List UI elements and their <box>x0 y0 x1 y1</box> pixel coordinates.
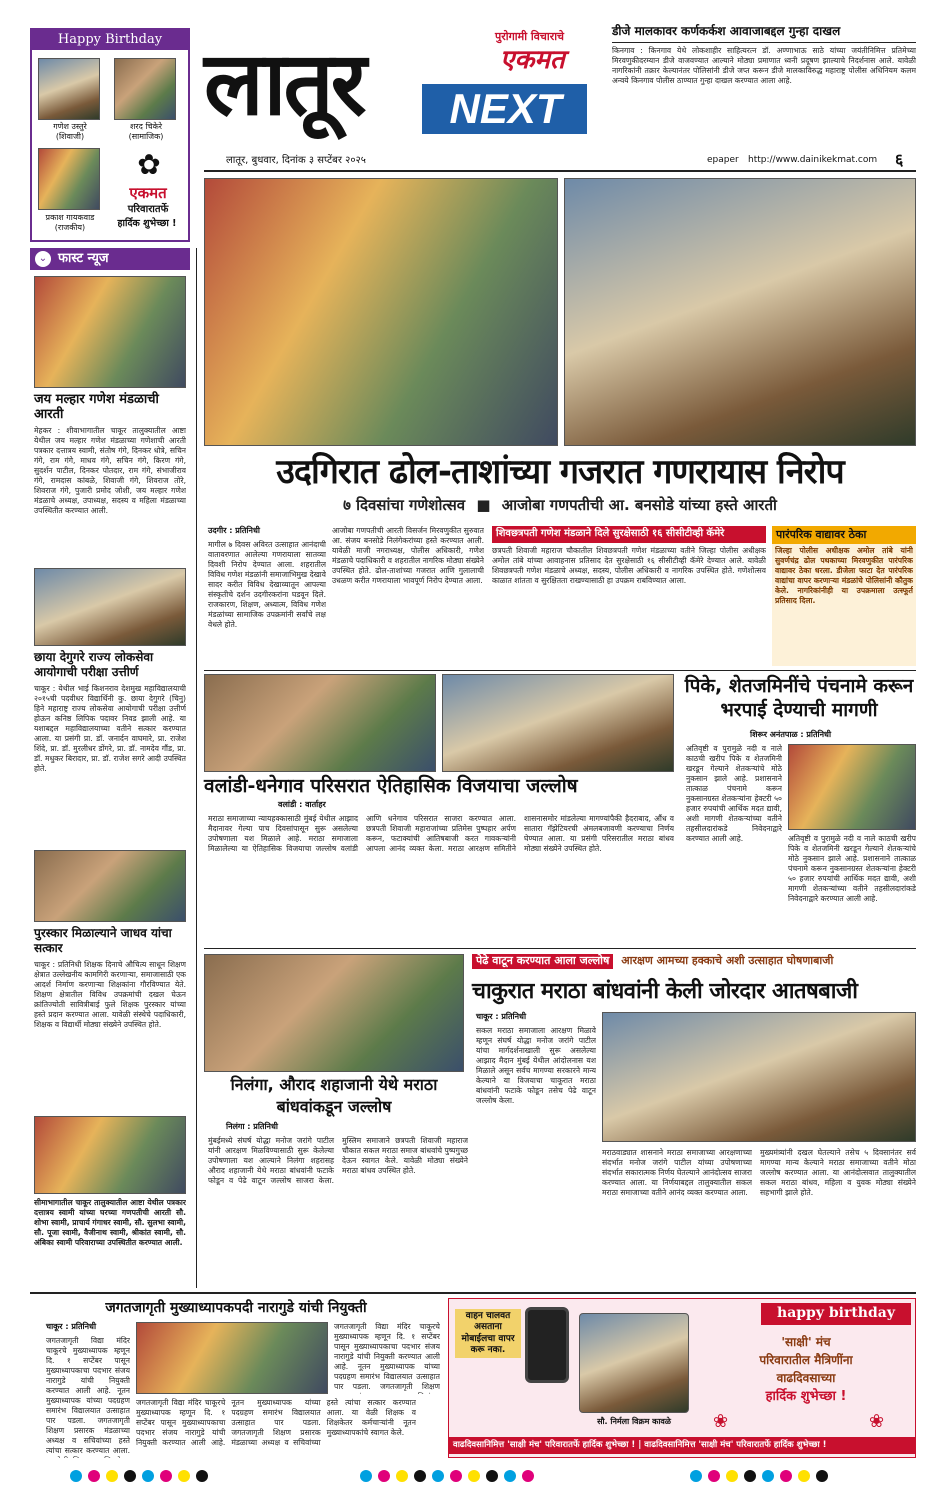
birthday-name-1: गणेश उस्तुरे <box>53 122 87 131</box>
flower-bouquet-icon: ✿ <box>137 148 161 181</box>
lead-col-2: आजोबा गणपतीची आरती विसर्जन मिरवणुकीत सुरुवात आ. संजय बनसोडे निलंगेकरांच्या हस्ते करण्यात आली. यावेळी माजी नगराध्यक्ष, पोलीस अधिकारी, गणेश मंडळाचे पदाधिकारी व शहरातील नागरिक मोठ्या संख्येने उपस्थित होते. ढोल-ताशांच्या गजरात आणि गुलालाची उधळण करीत गणरायाला भावपूर्ण निरोप देण्यात आला. <box>332 526 484 586</box>
masthead-dateline: लातूर, बुधवार, दिनांक ३ सप्टेंबर २०२५ <box>226 155 366 166</box>
nilanga-byline: निलंगा : प्रतिनिधी <box>226 1122 278 1131</box>
bottom-byline: चाकूर : प्रतिनिधी <box>46 1322 97 1331</box>
fast-news-body-1: मेहकर : शीवाभागातील चाकूर तालुक्यातील आष्टा येथील जय मल्हार गणेश मंडळाच्या गणेशाची आरती पत्रकार दत्तात्रय स्वामी, संतोष गंगे, दिनकर धोत्रे, सचिन गंगे, राम गंगे, माधव गंगे, सचिन गंगे, किरण गंगे, सुदर्शन पाटील, दिनकर पोतदार, राम गंगे, संभाजीराव गंगे, रामदास कांबळे, शिवाजी गंगे, शिवराज तोरे, शिवराज गंगे, पुजारी प्रमोद जोशी, जय मल्हार गणेश मंडळाचे अध्यक्ष, उपाध्यक्ष, सदस्य व महिला मंडळाच्या उपस्थितीत करण्यात आली. <box>34 426 186 516</box>
lead-headline: उदगिरात ढोल-ताशांच्या गजरात गणरायास निरोप <box>276 452 844 492</box>
lead-bottom-rule <box>204 670 916 671</box>
chakur-col-1: सकल मराठा समाजाला आरक्षण मिळावे म्हणून संघर्ष योद्धा मनोज जरांगे पाटील यांचा मार्गदर्शनाखाली सुरू असलेल्या आझाद मैदान मुंबई येथील आंदोलनास यश मिळाले असून सर्वच मागण्या सरकारने मान्य केल्याने या विजयाचा चाकूरात मराठा बांधवांनी फटाके फोडून तसेच पेढे वाटून जल्लोष केला. <box>476 1026 596 1106</box>
mid-rule <box>204 948 916 949</box>
chakur-kicker-b: आरक्षण आमच्या हक्काचे अशी उत्साहात घोषणाबाजी <box>621 954 834 967</box>
lead-subhead-b: आजोबा गणपतीची आ. बनसोडे यांच्या हस्ते आरती <box>501 496 777 514</box>
masthead-tagline: पुरोगामी विचाराचे <box>495 30 565 43</box>
birthday-role-2: (सामाजिक) <box>128 132 164 141</box>
cctv-story <box>492 526 766 666</box>
birthday-role-3: (राजकीय) <box>54 223 86 232</box>
bottom-body-1: जगतजागृती विद्या मंदिर चाकूरचे मुख्याध्यापक म्हणून दि. १ सप्टेंबर पासून मुख्याध्यापकाचा पदभार संजय नारागुडे यांची नियुक्ती करण्यात आली आहे. नूतन मुख्याध्यापक यांच्या पदग्रहण समारंभ विद्यालयात उत्साहात पार पडला. जगतजागृती शिक्षण प्रसारक मंडळाच्या अध्यक्ष व सचिवांच्या हस्ते त्यांचा सत्कार करण्यात आला. <box>46 1336 130 1456</box>
bottom-headline: जगतजागृती मुख्याध्यापकपदी नारागुडे यांची नियुक्ती <box>105 1300 367 1316</box>
valandi-byline: वलांडी : वार्ताहर <box>278 800 326 809</box>
chevron-down-icon: ⌄ <box>35 251 51 267</box>
lead-photo-left <box>204 178 558 446</box>
police-body: जिल्हा पोलीस अधीक्षक अमोल तांबे यांनी सुवर्णचंद्र ढोल पथकाच्या मिरवणुकीत पारंपरिक वाद्यावर ठेका धरला. डीजेला फाटा देत पारंपरिक वाद्यांचा वापर करणाऱ्या मंडळांचे पोलिसांनी कौतुक केले. नागरिकांनीही या उपक्रमाला उत्स्फूर्त प्रतिसाद दिला. <box>775 546 913 606</box>
masthead-rule <box>204 170 916 172</box>
chakur-col-3: मुख्यमंत्र्यांनी दखल घेतल्याने तसेच ५ दिवसानंतर सर्व मागण्या मान्य केल्याने मराठा समाजाच्या वतीने मोठा जल्लोष करण्यात आला. या आनंदोत्सवात तालुक्यातील सकल मराठा बांधव, महिला व युवक मोठ्या संख्येने सहभागी झाले होते. <box>760 1148 916 1198</box>
birthday-box <box>30 28 190 242</box>
fast-news-header <box>30 248 190 270</box>
valandi-photo-2 <box>442 674 674 772</box>
birthday-name-3: प्रकाश गायकवाड <box>45 213 95 222</box>
masthead-epaper: epaper <box>707 155 739 165</box>
fast-news-title: फास्ट न्यूज <box>58 251 109 266</box>
lead-subhead-a: ७ दिवसांचा गणेशोत्सव <box>343 496 466 514</box>
bottom-body-3: जगतजागृती विद्या मंदिर चाकूरचे मुख्याध्यापक म्हणून दि. १ सप्टेंबर पासून मुख्याध्यापकाचा पदभार संजय नारागुडे यांची नियुक्ती करण्यात आली आहे. नूतन मुख्याध्यापक यांच्या पदग्रहण समारंभ विद्यालयात उत्साहात पार पडला. जगतजागृती शिक्षण <box>334 1322 440 1392</box>
lead-col-1: मागील ७ दिवस अविरत उत्साहात आनंदाची वातावरणात आलेल्या गणरायाला सातव्या दिवशी निरोप देण्यात आला. शहरातील विविध गणेश मंडळांनी समाजाभिमुख देखावे सादर करीत विविध देखाव्यातून आपल्या संस्कृतीचे दर्शन उदगीरकरांना घडवून दिले. राजकारण, शिक्षण, अध्यात्म, विविध गणेश मंडळांच्या सामाजिक उपक्रमांनी सर्वांचे लक्ष वेधले होते. <box>208 540 326 630</box>
ad-person-name: सौ. निर्मला विक्रम कावळे <box>597 1417 671 1426</box>
phone-icon <box>525 1307 569 1383</box>
police-headline: पारंपरिक वाद्यावर ठेका <box>772 526 916 544</box>
fast-news-body-3: चाकूर : प्रतिनिधी शिक्षक दिनाचे औचित्य साधून शिक्षण क्षेत्रात उल्लेखनीय कामगिरी करणाऱ्या, समाजासाठी एक आदर्श निर्माण करणाऱ्या शिक्षकांना गौरविण्यात येते. शिक्षण क्षेत्रातील विविध उपक्रमांची दखल घेऊन क्रांतिज्योती सावित्रीबाई फुले शिक्षक पुरस्कार यांच्या हस्ते प्रदान करण्यात आला. यावेळी संस्थेचे पदाधिकारी, शिक्षक व विद्यार्थी मोठ्या संख्येने उपस्थित होते. <box>34 960 186 1030</box>
ad-warning: वाहन चालवत असताना मोबाईलचा वापर करू नका. <box>455 1309 521 1358</box>
crop-photo <box>788 744 916 830</box>
page-number: ६ <box>895 150 904 169</box>
chakur-kicker <box>472 954 916 974</box>
crop-body: अतिवृष्टी व पुरामुळे नदी व नाले काठची खरीप पिके व शेतजमिनी खरडून गेल्याने शेतकऱ्यांचे मोठे नुकसान झाले आहे. प्रशासनाने तात्काळ पंचनामे करून नुकसानग्रस्त शेतकऱ्यांना हेक्टरी ५० हजार रुपयांची आर्थिक मदत द्यावी, अशी मागणी शेतकऱ्यांच्या वतीने तहसीलदारांकडे निवेदनाद्वारे करण्यात आली आहे. <box>686 744 782 844</box>
cmyk-strip-center <box>360 1470 540 1486</box>
ad-box <box>448 1298 916 1458</box>
lead-photo-right <box>564 178 916 446</box>
cmyk-strip-left <box>70 1470 214 1486</box>
chakur-kicker-a: पेढे वाटून करण्यात आला जल्लोष <box>472 954 613 969</box>
birthday-greeting-line2: हार्दिक शुभेच्छा ! <box>117 218 177 229</box>
fast-news-photo-2 <box>34 568 186 646</box>
valandi-body: मराठा समाजाच्या न्यायहक्कासाठी मुंबई येथील आझाद मैदानावर गेल्या पाच दिवसांपासून सुरू असलेल्या उपोषणाला यश मिळाले आहे. मराठा समाजाला मिळालेल्या या ऐतिहासिक विजयाचा जल्लोष वलांडी आणि धनेगाव परिसरात साजरा करण्यात आला. छत्रपती शिवाजी महाराजांच्या प्रतिमेस पुष्पहार अर्पण करून, फटाक्यांची आतिषबाजी करत गावकऱ्यांनी आपला आनंद व्यक्त केला. मराठा आरक्षण समितीने शासनासमोर मांडलेल्या मागण्यांपैकी हैदराबाद, औंध व सातारा गॅझेटियरची अंमलबजावणी करण्याचा निर्णय घेण्यात आला. या प्रसंगी परिसरातील मराठा बांधव मोठ्या संख्येने उपस्थित होते. <box>208 814 674 854</box>
birthday-greeting-brand: एकमत <box>129 184 167 202</box>
masthead-next: NEXT <box>449 85 562 132</box>
nilanga-headline: निलंगा, औराद शहाजानी येथे मराठा बांधवांकडून जल्लोष <box>230 1075 438 1116</box>
ad-happy-birthday: happy birthday <box>761 1303 911 1325</box>
bottom-photo <box>136 1322 328 1394</box>
ad-person-photo <box>579 1313 689 1413</box>
cctv-body: छत्रपती शिवाजी महाराज चौकातील शिवछत्रपती गणेश मंडळाच्या वतीने जिल्हा पोलीस अधीक्षक अमोल तांबे यांच्या आवाहनास प्रतिसाद देत सुरक्षेसाठी १६ सीसीटीव्ही कॅमेरे देण्यात आले. यावेळी शिवछत्रपती गणेश मंडळाचे अध्यक्ष, सदस्य, पोलीस अधिकारी व नागरिक उपस्थित होते. गणेशोत्सव काळात शांतता व सुरक्षितता राखण्यासाठी हा उपक्रम राबविण्यात आला. <box>492 546 766 586</box>
fast-news-headline-2: छाया देगुगरे राज्य लोकसेवा आयोगाची परीक्षा उत्तीर्ण <box>34 650 154 679</box>
lead-byline: उदगीर : प्रतिनिधी <box>208 526 260 535</box>
fast-news-photo-1 <box>34 276 186 388</box>
bottom-body-2: जगतजागृती विद्या मंदिर चाकूरचे मुख्याध्यापक म्हणून दि. १ सप्टेंबर पासून मुख्याध्यापकाचा पदभार संजय नारागुडे यांची नियुक्ती करण्यात आली आहे. नूतन मुख्याध्यापक यांच्या पदग्रहण समारंभ विद्यालयात उत्साहात पार पडला. जगतजागृती शिक्षण प्रसारक मंडळाच्या अध्यक्ष व सचिवांच्या हस्ते त्यांचा सत्कार करण्यात आला. या वेळी शिक्षक व शिक्षकेतर कर्मचाऱ्यांनी नूतन मुख्याध्यापकांचे स्वागत केले. <box>136 1398 416 1448</box>
tulip-icon-2: ❀ <box>713 1411 729 1432</box>
birthday-greeting-line1: परिवारातर्फे <box>127 204 169 215</box>
crop-headline: पिके, शेतजमिनींचे पंचनामे करून भरपाई देण्याची मागणी <box>684 675 914 721</box>
ad-greeting-1: 'साक्षी' मंच <box>781 1335 831 1349</box>
top-right-body: किनगाव : किनगाव येथे लोकशाहीर साहित्यरत्न डॉ. अण्णाभाऊ साठे यांच्या जयंतीनिमित्त प्रतिमेच्या मिरवणुकीदरम्यान डीजे वाजवण्यात आल्याने मोठ्या प्रमाणात ध्वनी प्रदूषण झाल्याचे निदर्शनास आले. यावेळी नागरिकांनी तक्रार केल्यानंतर पोलिसांनी डीजे जप्त करून डीजे मालकाविरुद्ध महाराष्ट्र पोलीस अधिनियम कलम अन्वये किनगाव पोलीस ठाण्यात गुन्हा दाखल करण्यात आला आहे. <box>612 46 916 86</box>
cmyk-strip-right <box>690 1470 834 1486</box>
valandi-photo-1 <box>204 674 436 772</box>
birthday-photo-3 <box>38 148 100 210</box>
birthday-photo-2 <box>114 58 176 120</box>
fast-news-headline-3: पुरस्कार मिळाल्याने जाधव यांचा सत्कार <box>34 926 172 955</box>
birthday-photo-1 <box>38 58 100 120</box>
chakur-byline: चाकूर : प्रतिनिधी <box>476 1012 527 1021</box>
nilanga-body: मुंबईमध्ये संघर्ष योद्धा मनोज जरांगे पाटील यांनी आरक्षण मिळविण्यासाठी सुरू केलेल्या उपोषणाला यश आल्याने निलंगा शहरासह औराद शहाजानी येथे मराठा बांधवांनी फटाके फोडून व पेढे वाटून जल्लोष साजरा केला. मुस्लिम समाजाने छत्रपती शिवाजी महाराज चौकात सकल मराठा समाज बांधवांचे पुष्पगुच्छ देऊन स्वागत केले. यावेळी मोठ्या संख्येने मराठा बांधव उपस्थित होते. <box>208 1136 468 1186</box>
square-bullet-icon: ■ <box>476 496 491 514</box>
crop-byline: शिरूर अनंतपाळ : प्रतिनिधी <box>750 730 832 739</box>
top-right-headline: डीजे मालकावर कर्णकर्कश आवाजाबद्दल गुन्हा दाखल <box>612 24 841 38</box>
ad-greeting-2: परिवारातील मैत्रिणींना <box>759 1353 853 1367</box>
fast-news-headline-1: जय मल्हार गणेश मंडळाची आरती <box>34 392 159 422</box>
chakur-headline: चाकुरात मराठा बांधवांनी केली जोरदार आतषबाजी <box>472 979 858 1004</box>
birthday-name-2: शरद चिकेरे <box>129 122 163 131</box>
bottom-rule <box>30 1292 916 1294</box>
top-right-story <box>612 24 916 152</box>
ad-greeting-4: हार्दिक शुभेच्छा ! <box>765 1389 847 1404</box>
top-right-rule <box>612 42 916 43</box>
masthead-url[interactable]: http://www.dainikekmat.com <box>748 155 878 165</box>
nilanga-photo <box>204 954 464 1072</box>
chakur-col-2: मराठवाड्यात शासनाने मराठा समाजाच्या आरक्षणाच्या संदर्भात मनोज जरांगे पाटील यांच्या उपोषणाच्या संदर्भात सकारात्मक निर्णय घेतल्याने आनंदोत्सव साजरा करण्यात आला. या निर्णयाबद्दल तालुक्यातील सकल मराठा समाजाच्या वतीने आनंद व्यक्त करण्यात आला. <box>602 1148 752 1198</box>
police-story <box>772 526 916 666</box>
fast-news-body-4: सीमाभागातील चाकूर तालुक्यातील आष्टा येथील पत्रकार दत्तात्रय स्वामी यांच्या घरच्या गणपतीची आरती सौ. शोभा स्वामी, प्राचार्य गंगाधर स्वामी, सौ. सुलभा स्वामी, सौ. पूजा स्वामी, वैजीनाथ स्वामी, श्रीकांत स्वामी, सौ. अंबिका स्वामी परिवाराच्या उपस्थितीत करण्यात आली. <box>34 1198 186 1248</box>
fast-news-photo-4 <box>34 1116 186 1194</box>
left-column-rule <box>196 248 197 1288</box>
birthday-box-title: Happy Birthday <box>32 30 188 50</box>
fast-news-body-2: चाकूर : येथील भाई किशनराव देशमुख महाविद्यालयाची २०१५ची पदवीधर विद्यार्थिनी कु. छाया देगुगरे (चिनु) हिने महाराष्ट्र राज्य लोकसेवा आयोगाची परीक्षा उत्तीर्ण होऊन कनिष्ठ लिपिक पदावर निवड झाली आहे. या यशाबद्दल महाविद्यालयाच्या वतीने सत्कार करण्यात आला. या प्रसंगी प्रा. डॉ. जनार्दन वाघमारे, प्रा. राजेश शिंदे, प्रा. डॉ. मुरलीधर डोंगरे, प्रा. डॉ. नामदेव गौंड, प्रा. डॉ. मधुकर बिरादार, प्रा. डॉ. राजेश सगरे आदी उपस्थित होते. <box>34 684 186 774</box>
cctv-headline: शिवछत्रपती गणेश मंडळाने दिले सुरक्षेसाठी १६ सीसीटीव्ही कॅमेरे <box>492 526 766 543</box>
birthday-role-1: (शिवाजी) <box>55 132 85 141</box>
crop-body-cont: अतिवृष्टी व पुरामुळे नदी व नाले काठची खरीप पिके व शेतजमिनी खरडून गेल्याने शेतकऱ्यांचे मोठे नुकसान झाले आहे. प्रशासनाने तात्काळ पंचनामे करून नुकसानग्रस्त शेतकऱ्यांना हेक्टरी ५० हजार रुपयांची आर्थिक मदत द्यावी, अशी मागणी शेतकऱ्यांच्या वतीने तहसीलदारांकडे निवेदनाद्वारे करण्यात आली आहे. <box>788 834 916 904</box>
masthead-title: लातूर <box>204 32 364 135</box>
ad-greeting-3: वाढदिवसाच्या <box>776 1371 836 1385</box>
fast-news-photo-3 <box>34 850 186 922</box>
valandi-headline: वलांडी-धनेगाव परिसरात ऐतिहासिक विजयाचा जल्लोष <box>204 775 578 797</box>
chakur-photo <box>602 1012 916 1142</box>
lead-subhead <box>204 496 916 515</box>
masthead-brand: एकमत <box>500 45 565 75</box>
ad-ticker: वाढदिवसानिमित्त 'साक्षी मंच' परिवारातर्फे हार्दिक शुभेच्छा ! | वाढदिवसानिमित्त 'साक्षी मंच' परिवारातर्फे हार्दिक शुभेच्छा ! <box>449 1437 915 1454</box>
tulip-icon: ❀ <box>869 1411 885 1432</box>
